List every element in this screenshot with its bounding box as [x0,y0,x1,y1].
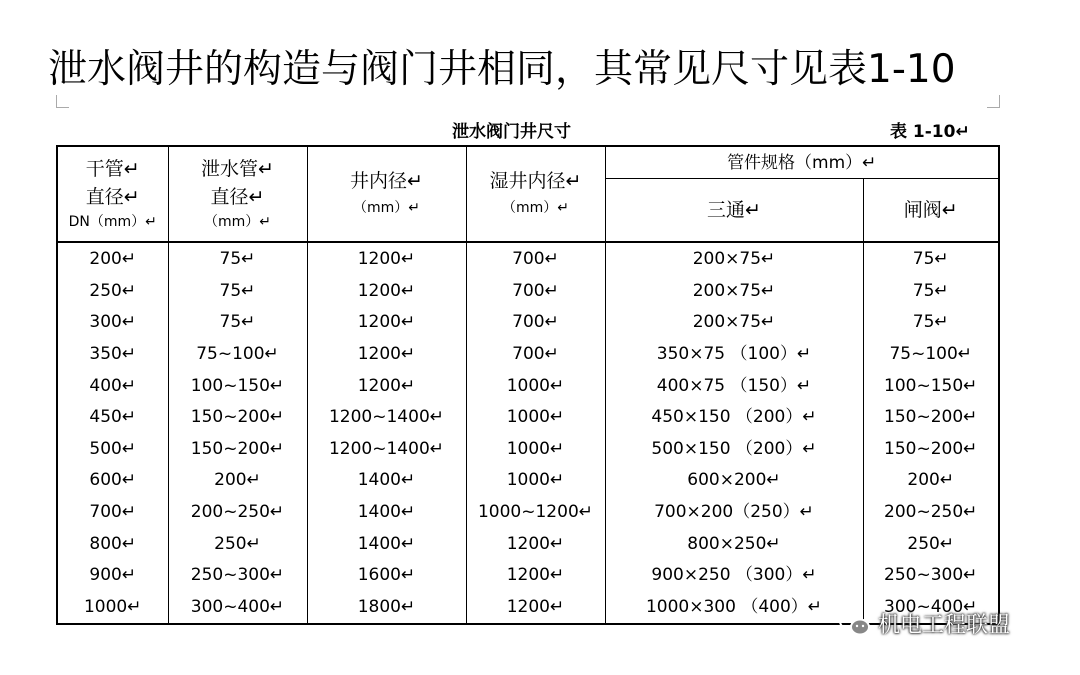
cell-wet-well-inner-diameter: 1200↵ [466,560,605,592]
text-box-corner-left [56,95,69,108]
cell-main-pipe-dn: 600↵ [57,465,168,497]
cell-main-pipe-dn: 900↵ [57,560,168,592]
header-main-pipe-dn: 干管↵ 直径↵ DN（mm）↵ [57,146,168,242]
cell-tee-spec: 200×75↵ [605,276,863,308]
cell-wet-well-inner-diameter: 700↵ [466,242,605,276]
cell-wet-well-inner-diameter: 1200↵ [466,592,605,625]
cell-wet-well-inner-diameter: 700↵ [466,276,605,308]
cell-well-inner-diameter: 1400↵ [307,497,466,529]
cell-wet-well-inner-diameter: 700↵ [466,339,605,371]
table-row [57,528,999,560]
wechat-icon [838,610,872,638]
cell-tee-spec: 200×75↵ [605,242,863,276]
table-row [57,560,999,592]
cell-main-pipe-dn: 200↵ [57,242,168,276]
table-row [57,402,999,434]
cell-well-inner-diameter: 1200↵ [307,339,466,371]
cell-wet-well-inner-diameter: 700↵ [466,307,605,339]
cell-gate-valve: 75↵ [863,307,999,339]
cell-main-pipe-dn: 500↵ [57,434,168,466]
cell-tee-spec: 600×200↵ [605,465,863,497]
cell-gate-valve: 75↵ [863,242,999,276]
watermark-text: 机电工程联盟 [878,613,1011,638]
header-well-inner-diameter: 井内径↵ （mm）↵ [307,146,466,242]
table-row [57,497,999,529]
table-row [57,465,999,497]
cell-drain-pipe-diameter: 75↵ [168,307,307,339]
cell-gate-valve: 75~100↵ [863,339,999,371]
cell-main-pipe-dn: 250↵ [57,276,168,308]
cell-drain-pipe-diameter: 75↵ [168,242,307,276]
header-tee: 三通↵ [605,179,863,243]
cell-well-inner-diameter: 1200~1400↵ [307,402,466,434]
cell-tee-spec: 700×200（250）↵ [605,497,863,529]
cell-drain-pipe-diameter: 200↵ [168,465,307,497]
cell-wet-well-inner-diameter: 1000↵ [466,434,605,466]
cell-tee-spec: 350×75 （100）↵ [605,339,863,371]
cell-well-inner-diameter: 1200↵ [307,242,466,276]
cell-well-inner-diameter: 1200↵ [307,370,466,402]
drain-valve-well-size-table [56,145,1000,625]
table-row [57,434,999,466]
cell-gate-valve: 100~150↵ [863,370,999,402]
text-box-corner-right [987,95,1000,108]
cell-tee-spec: 1000×300 （400）↵ [605,592,863,625]
cell-well-inner-diameter: 1200~1400↵ [307,434,466,466]
cell-drain-pipe-diameter: 200~250↵ [168,497,307,529]
cell-tee-spec: 200×75↵ [605,307,863,339]
cell-wet-well-inner-diameter: 1000↵ [466,465,605,497]
header-fitting-spec: 管件规格（mm）↵ [605,146,999,179]
cell-main-pipe-dn: 700↵ [57,497,168,529]
cell-gate-valve: 250~300↵ [863,560,999,592]
cell-drain-pipe-diameter: 75~100↵ [168,339,307,371]
table-row [57,307,999,339]
table-row [57,339,999,371]
cell-wet-well-inner-diameter: 1000↵ [466,402,605,434]
cell-gate-valve: 250↵ [863,528,999,560]
header-drain-pipe-diameter: 泄水管↵ 直径↵ （mm）↵ [168,146,307,242]
cell-tee-spec: 500×150 （200）↵ [605,434,863,466]
cell-drain-pipe-diameter: 150~200↵ [168,434,307,466]
table-row [57,276,999,308]
cell-gate-valve: 300~400↵ [863,592,999,625]
table-number: 表 1-10↵ [890,122,970,142]
cell-gate-valve: 200↵ [863,465,999,497]
cell-well-inner-diameter: 1200↵ [307,307,466,339]
cell-main-pipe-dn: 350↵ [57,339,168,371]
cell-tee-spec: 450×150 （200）↵ [605,402,863,434]
table-row [57,242,999,276]
cell-drain-pipe-diameter: 75↵ [168,276,307,308]
cell-wet-well-inner-diameter: 1200↵ [466,528,605,560]
cell-main-pipe-dn: 800↵ [57,528,168,560]
cell-gate-valve: 150~200↵ [863,402,999,434]
cell-drain-pipe-diameter: 150~200↵ [168,402,307,434]
header-wet-well-inner-diameter: 湿井内径↵ （mm）↵ [466,146,605,242]
table-body [57,242,999,624]
cell-well-inner-diameter: 1200↵ [307,276,466,308]
cell-drain-pipe-diameter: 300~400↵ [168,592,307,625]
cell-wet-well-inner-diameter: 1000↵ [466,370,605,402]
cell-gate-valve: 75↵ [863,276,999,308]
cell-gate-valve: 200~250↵ [863,497,999,529]
cell-tee-spec: 900×250 （300）↵ [605,560,863,592]
cell-drain-pipe-diameter: 100~150↵ [168,370,307,402]
cell-well-inner-diameter: 1600↵ [307,560,466,592]
slide-title: 泄水阀井的构造与阀门井相同，其常见尺寸见表1-10 [48,47,956,92]
cell-tee-spec: 400×75 （150）↵ [605,370,863,402]
cell-drain-pipe-diameter: 250↵ [168,528,307,560]
cell-drain-pipe-diameter: 250~300↵ [168,560,307,592]
table-caption: 泄水阀门井尺寸 [452,122,571,142]
cell-well-inner-diameter: 1400↵ [307,465,466,497]
watermark [838,608,1010,639]
cell-main-pipe-dn: 450↵ [57,402,168,434]
cell-main-pipe-dn: 300↵ [57,307,168,339]
cell-gate-valve: 150~200↵ [863,434,999,466]
cell-wet-well-inner-diameter: 1000~1200↵ [466,497,605,529]
cell-main-pipe-dn: 1000↵ [57,592,168,625]
cell-well-inner-diameter: 1800↵ [307,592,466,625]
cell-main-pipe-dn: 400↵ [57,370,168,402]
table-row [57,370,999,402]
cell-well-inner-diameter: 1400↵ [307,528,466,560]
header-gate-valve: 闸阀↵ [863,179,999,243]
cell-tee-spec: 800×250↵ [605,528,863,560]
